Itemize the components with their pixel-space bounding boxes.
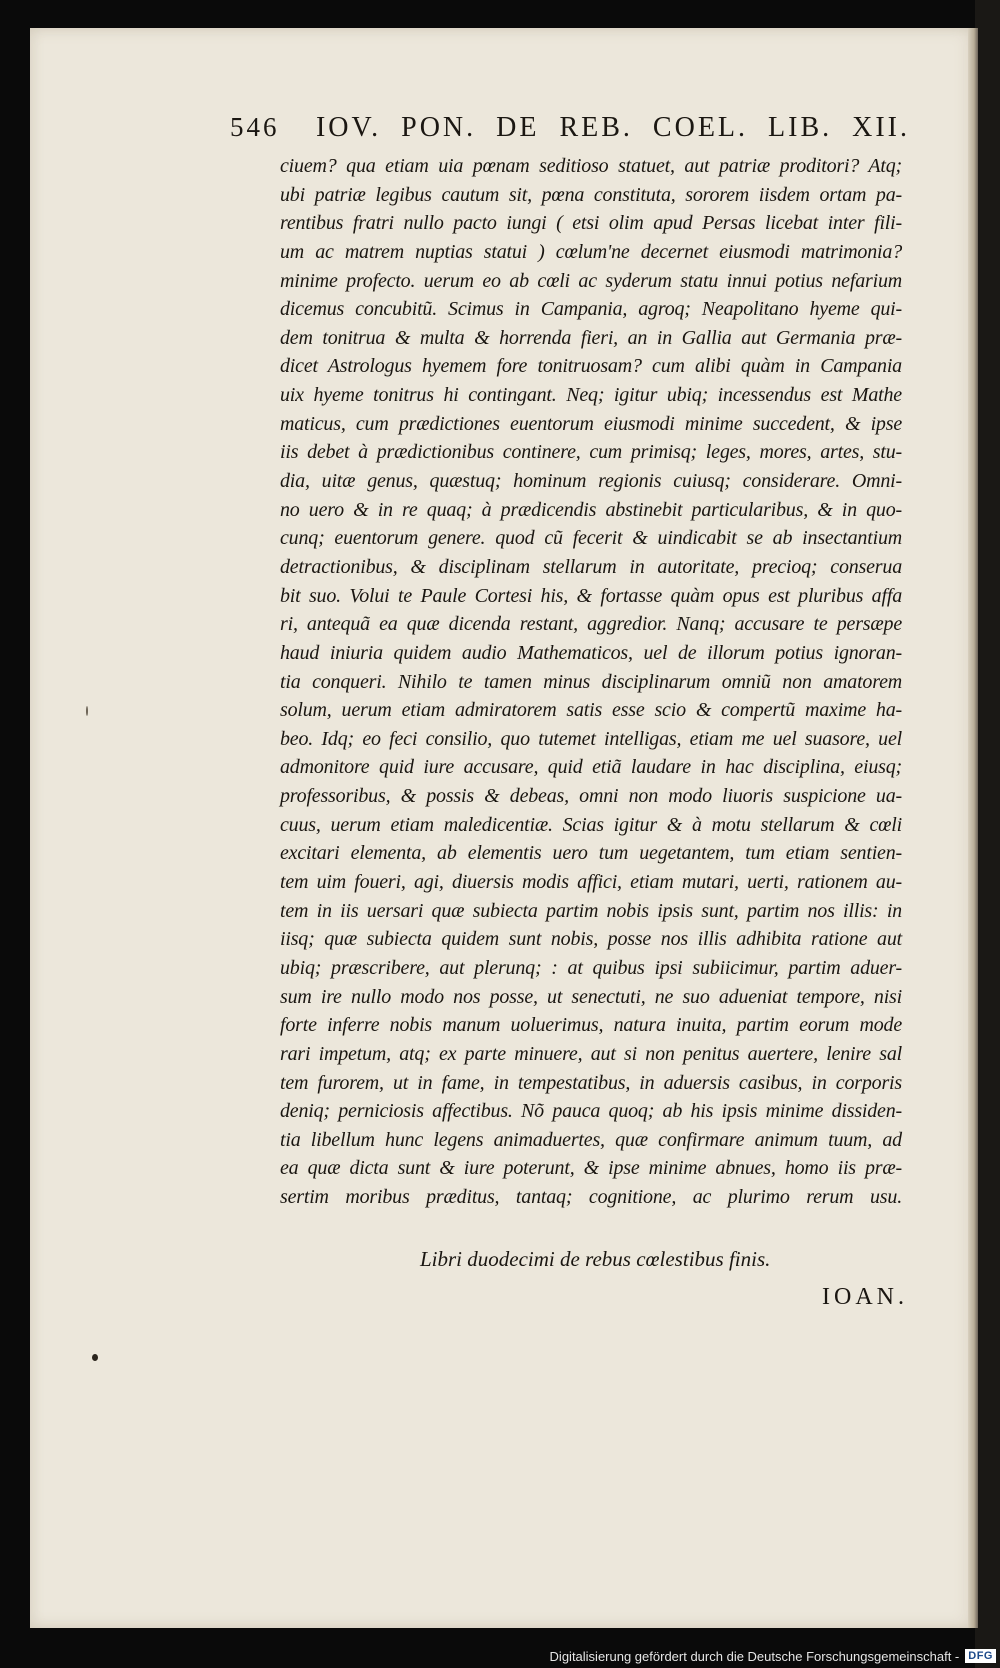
text-line: dicemus concubitũ. Scimus in Campania, agroq; Neapolitano hyeme qui- [280,298,902,321]
text-line: cuus, uerum etiam maledicentiæ. Scias igitur & à motu stellarum & cœli [280,813,902,836]
text-line: rari impetum, atq; ex parte minuere, aut si non penitus auertere, lenire sal [280,1042,902,1065]
text-line: sertim moribus præditus, tantaq; cognitione, ac plurimo rerum usu. [280,1186,902,1209]
catchword: IOAN. [822,1284,908,1310]
running-title: IOV. PON. DE REB. COEL. LIB. XII. [315,112,910,143]
text-line: iisq; quæ subiecta quidem sunt nobis, posse nos illis adhibita ratione aut [280,928,902,951]
text-line: deniq; perniciosis affectibus. Nõ pauca quoq; ab his ipsis minime dissiden- [280,1100,902,1123]
text-line: haud iniuria quidem audio Mathematicos, uel de illorum potius ignoran- [280,641,902,664]
explicit-line: Libri duodecimi de rebus cœlestibus finis. [420,1247,771,1271]
text-line: dem tonitrua & multa & horrenda fieri, an in Gallia aut Germania præ- [280,326,902,349]
page-edge-shadow [968,28,978,1628]
text-line: detractionibus, & disciplinam stellarum in autoritate, precioq; conserua [280,555,902,578]
text-line: ri, antequã ea quæ dicenda restant, aggredior. Nanq; accusare te persæpe [280,613,902,636]
page-number: 546 [230,112,280,142]
text-line: iis debet à prædictionibus continere, cum primisq; leges, mores, artes, stu- [280,441,902,464]
text-line: admonitore quid iure accusare, quid etiã laudare in hac disciplina, eiusq; [280,756,902,779]
ink-speck [92,1354,98,1361]
text-line: cunq; euentorum genere. quod cũ fecerit & uindicabit se ab insectantium [280,527,902,550]
text-line: professoribus, & possis & debeas, omni non modo liuoris suspicione ua- [280,785,902,808]
text-line: minime profecto. uerum eo ab cœli ac syderum statu innui potius nefarium [280,269,902,292]
text-line: ubi patriæ legibus cautum sit, pœna constituta, sororem iisdem ortam pa- [280,183,902,206]
text-line: sum ire nullo modo nos posse, ut senectuti, ne suo adueniat tempore, nisi [280,985,902,1008]
scan-frame [975,0,1000,1668]
body-text [280,152,902,1212]
text-line: tia libellum hunc legens animaduertes, quæ confirmare animum tuum, ad [280,1128,902,1151]
text-line: maticus, cum prædictiones euentorum eiusmodi minime succedent, & ipse [280,412,902,435]
digitization-footer [0,1644,1000,1668]
text-line: solum, uerum etiam admiratorem satis esse scio & compertũ maxime ha- [280,699,902,722]
text-line: tem uim foueri, agi, diuersis modis affici, etiam mutari, uerti, rationem au- [280,871,902,894]
text-line: ea quæ dicta sunt & iure poterunt, & ipse minime abnues, homo iis præ- [280,1157,902,1180]
ink-speck [86,706,88,716]
text-line: beo. Idq; eo feci consilio, quo tutemet intelligas, etiam me uel suasore, uel [280,727,902,750]
text-line: rentibus fratri nullo pacto iungi ( etsi olim apud Persas licebat inter fili- [280,212,902,235]
text-line: dicet Astrologus hyemem fore tonitruosam? cum alibi quàm in Campania [280,355,902,378]
dfg-logo: DFG [965,1649,996,1663]
text-line: excitari elementa, ab elementis uero tum uegetantem, tum etiam sentien- [280,842,902,865]
text-line: um ac matrem nuptias statui ) cœlum'ne decernet eiusmodi matrimonia? [280,240,902,263]
text-line: tia conqueri. Nihilo te tamen minus disciplinarum omniũ non amatorem [280,670,902,693]
text-line: forte inferre nobis manum uoluerimus, natura inuita, partim eorum mode [280,1014,902,1037]
text-line: uix hyeme tonitrus hi contingant. Neq; igitur ubiq; incessendus est Mathe [280,384,902,407]
text-line: tem furorem, ut in fame, in tempestatibus, in aduersis casibus, in corporis [280,1071,902,1094]
page-header [230,112,910,152]
text-line: bit suo. Volui te Paule Cortesi his, & fortasse quàm opus est pluribus affa [280,584,902,607]
text-line: ubiq; præscribere, aut plerunq; : at quibus ipsi subiicimur, partim aduer- [280,956,902,979]
text-line: ciuem? qua etiam uia pœnam seditioso statuet, aut patriæ proditori? Atq; [280,155,902,177]
text-line: no uero & in re quaq; à prædicendis abstinebit particularibus, & in quo- [280,498,902,521]
text-line: tem in iis uersari quæ subiecta partim nobis ipsis sunt, partim nos illis: in [280,899,902,922]
text-line: dia, uitæ genus, quæstuq; hominum regionis cuiusq; considerare. Omni- [280,470,902,493]
funding-note: Digitalisierung gefördert durch die Deutsche Forschungsgemeinschaft - [549,1648,960,1664]
